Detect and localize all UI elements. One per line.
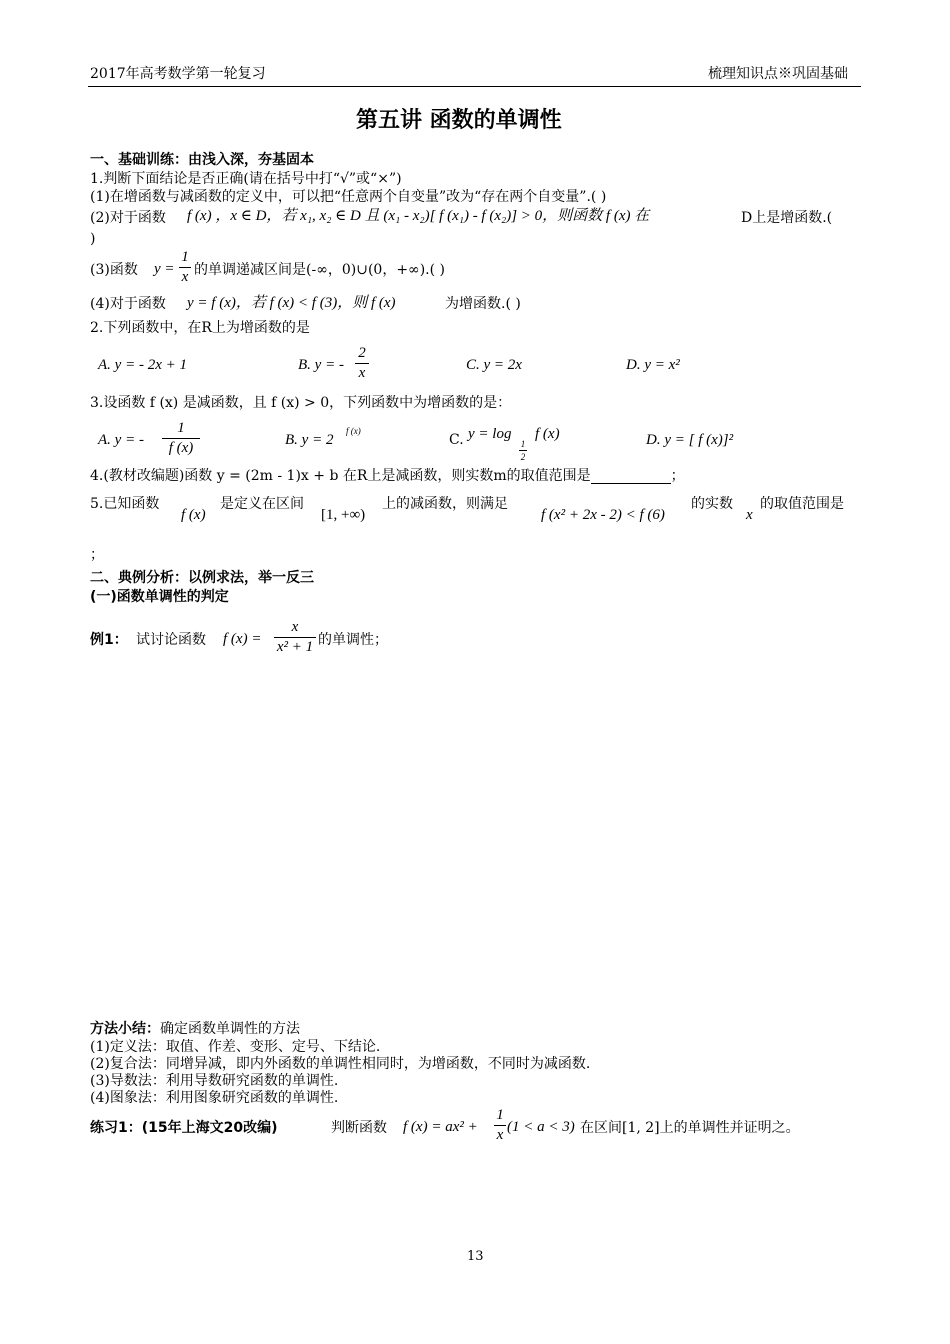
method-item-1: (1)定义法：取值、作差、变形、定号、下结论.: [90, 1039, 381, 1055]
q4-end: ；: [670, 468, 685, 484]
example-1-suffix: 的单调性；: [318, 632, 388, 648]
q2-option-d: D. y = x²: [626, 357, 680, 373]
example-1-f: f (x) =: [223, 631, 262, 647]
q2-b-den: x: [358, 365, 366, 381]
practice-1-suffix: 在区间[1, 2]上的单调性并证明之。: [580, 1120, 800, 1136]
q1-part1: (1)在增函数与减函数的定义中，可以把“任意两个自变量”改为“存在两个自变量”.( ): [90, 189, 607, 205]
method-summary-title: 确定函数单调性的方法: [160, 1021, 300, 1037]
q4-text: [90, 468, 685, 484]
fraction-bar: [162, 438, 200, 439]
page-number: 13: [467, 1249, 484, 1264]
q3-option-d: D. y = [ f (x)]²: [646, 432, 734, 448]
q3-stem: 3.设函数 f (x) 是减函数，且 f (x) > 0，下列函数中为增函数的是：: [90, 395, 512, 411]
header-left: 2017年高考数学第一轮复习: [90, 66, 266, 82]
q1-part3-prefix: (3)函数: [90, 262, 138, 278]
q3-a-den: f (x): [168, 440, 194, 456]
q1-part4-math: y = f (x)，若 f (x) < f (3)，则 f (x): [187, 295, 396, 311]
q3-option-c-base: [519, 439, 527, 462]
q3-a-num: 1: [177, 420, 185, 436]
practice-1-num: 1: [496, 1107, 504, 1123]
method-item-3: (3)导数法：利用导数研究函数的单调性.: [90, 1073, 339, 1089]
q3-option-a: A. y = -: [98, 432, 144, 448]
practice-1-source: (15年上海文20改编): [141, 1120, 278, 1136]
method-summary-label: 方法小结：: [90, 1021, 160, 1037]
practice-1-fraction: [494, 1107, 506, 1144]
fraction-bar: [274, 637, 316, 638]
q3-option-b: B. y = 2: [285, 432, 334, 448]
example-1-fraction: [274, 619, 316, 656]
example-1-num: x: [291, 619, 299, 635]
section-2-subheading: (一)函数单调性的判定: [90, 589, 229, 605]
q5-end: ；: [90, 547, 104, 563]
q5-text2: 是定义在区间: [220, 496, 304, 512]
practice-1-function: f (x) = ax² +: [403, 1119, 478, 1135]
q2-option-b-fraction: [355, 345, 369, 382]
q2-b-num: 2: [358, 345, 366, 361]
q3-c-base-num: 1: [520, 439, 526, 449]
example-1-label: 例1：: [90, 632, 128, 648]
q2-option-c: C. y = 2x: [466, 357, 522, 373]
q1-part2-suffix: D上是增函数.(: [741, 210, 833, 226]
q1-part4-prefix: (4)对于函数: [90, 296, 166, 312]
example-1-den: x² + 1: [276, 639, 314, 655]
header-rule: [88, 86, 861, 87]
q5-inequality: f (x² + 2x - 2) < f (6): [541, 507, 665, 523]
section-1-heading: 一、基础训练：由浅入深，夯基固本: [90, 152, 314, 168]
fraction-bar: [179, 267, 191, 268]
q2-option-a: A. y = - 2x + 1: [98, 357, 187, 373]
q2-option-b: B. y = -: [298, 357, 344, 373]
q5-text4: 的实数: [691, 496, 733, 512]
practice-1-condition: (1 < a < 3): [507, 1119, 575, 1135]
method-summary-heading: [90, 1021, 300, 1037]
q1-part3-y: y =: [154, 261, 175, 277]
fraction-bar: [519, 450, 527, 451]
example-1-prefix: 试讨论函数: [136, 632, 206, 648]
q1-part3-den: x: [181, 269, 189, 285]
q1-part3-fraction: [179, 249, 191, 286]
q3-option-a-fraction: [162, 420, 200, 457]
q1-stem: 1.判断下面结论是否正确(请在括号中打“√”或“×”): [90, 171, 402, 187]
q3-option-c: y = log: [468, 426, 512, 442]
q3-option-b-exponent: f (x): [346, 426, 361, 436]
q1-part2-prefix: (2)对于函数: [90, 210, 166, 226]
q4-body: 4.(教材改编题)函数 y = (2m - 1)x + b 在R上是减函数，则实数m的取值范围是: [90, 468, 591, 484]
q4-answer-blank: [591, 469, 671, 484]
q5-f: f (x): [181, 507, 206, 523]
q5-text3: 上的减函数，则满足: [382, 496, 508, 512]
method-item-4: (4)图象法：利用图象研究函数的单调性.: [90, 1090, 339, 1106]
q1-part3-num: 1: [181, 249, 189, 265]
q1-part2-math: f (x) ，x ∈ D，若 x₁, x₂ ∈ D 且 (x₁ - x₂)[ f (x₁) - f (x₂)] > 0，则函数 f (x) 在: [187, 208, 650, 224]
page-title: 第五讲 函数的单调性: [356, 108, 562, 133]
method-item-2: (2)复合法：同增异减，即内外函数的单调性相同时，为增函数，不同时为减函数.: [90, 1056, 591, 1072]
fraction-bar: [355, 363, 369, 364]
q5-text5: 的取值范围是: [760, 496, 844, 512]
q1-part3-suffix: 的单调递减区间是(-∞，0)∪(0，+∞).( ): [194, 262, 446, 278]
practice-1-label-text: 练习1：: [90, 1120, 142, 1136]
q5-prefix: 5.已知函数: [90, 496, 160, 512]
q2-stem: 2.下列函数中，在R上为增函数的是: [90, 320, 310, 336]
q1-part4-suffix: 为增函数.( ): [445, 296, 521, 312]
practice-1-prefix: 判断函数: [331, 1120, 387, 1136]
q1-part2-paren: ): [90, 231, 96, 247]
practice-1-den: x: [496, 1127, 504, 1143]
practice-1-label: [90, 1120, 278, 1136]
header-right: 梳理知识点※巩固基础: [708, 66, 848, 82]
q3-option-c-arg: f (x): [535, 426, 560, 442]
q3-option-c-label: C.: [449, 432, 464, 448]
fraction-bar: [494, 1125, 506, 1126]
q5-interval: [1, +∞): [321, 507, 366, 523]
section-2-heading: 二、典例分析：以例求法，举一反三: [90, 570, 314, 586]
q5-x: x: [746, 507, 753, 523]
q3-c-base-den: 2: [520, 452, 526, 462]
